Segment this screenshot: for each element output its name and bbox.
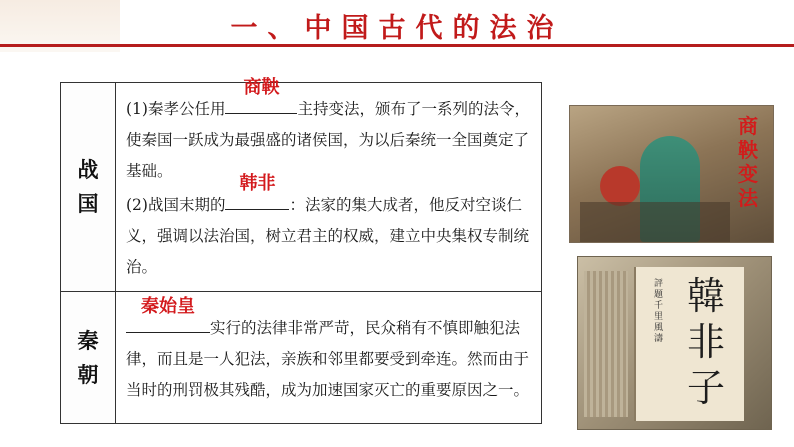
content-cell-warring-states <box>116 77 542 292</box>
book-left-page <box>584 271 628 417</box>
answer-text: 韩非 <box>239 173 276 194</box>
book-title-char: 韓 <box>686 274 725 318</box>
answer-blank <box>225 77 297 114</box>
book-title-char: 子 <box>686 366 725 410</box>
era-char: 国 <box>77 192 99 216</box>
law-table <box>60 77 542 424</box>
item-qin-shi-huang <box>126 295 531 406</box>
era-char: 战 <box>77 158 99 182</box>
content-cell-qin <box>116 292 542 424</box>
item-prefix: (2)战国末期的 <box>126 196 226 214</box>
item-suffix: 实行的法律非常严苛，民众稍有不慎即触犯法律，而且是一人犯法，亲族和邻里都要受到牵连。然而由于当时的刑罚极其残酷，成为加速国家灭亡的重要原因之一。 <box>126 318 530 399</box>
era-char: 朝 <box>77 362 99 387</box>
item-prefix: (1)秦孝公任用 <box>126 100 226 118</box>
crowd-shape <box>580 202 730 242</box>
caption-char: 变 <box>738 162 758 186</box>
figure-shape <box>600 166 640 206</box>
page-title: 一、中国古代的法治 <box>230 13 564 44</box>
shang-yang-reform-image <box>569 105 774 243</box>
answer-text: 商鞅 <box>243 77 280 98</box>
item-han-fei <box>126 173 531 283</box>
answer-blank <box>126 295 210 333</box>
book-small-text: 評題千里風濤 <box>654 279 664 344</box>
era-char: 秦 <box>77 328 99 353</box>
header <box>0 0 794 64</box>
han-feizi-book-image <box>577 256 772 430</box>
era-cell-qin <box>61 292 116 424</box>
image-caption <box>731 114 765 210</box>
caption-char: 鞅 <box>738 138 758 162</box>
answer-text: 秦始皇 <box>141 295 195 317</box>
caption-char: 商 <box>738 114 758 138</box>
book-title <box>676 273 736 411</box>
answer-blank <box>225 173 289 210</box>
caption-char: 法 <box>738 186 758 210</box>
item-suffix: 主持变法，颁布了一系列的法令，使秦国一跃成为最强盛的诸侯国，为以后秦统一全国奠定了基础。 <box>126 100 530 180</box>
book-title-char: 非 <box>686 320 725 364</box>
era-cell-warring-states <box>61 83 116 292</box>
table-row-qin <box>61 292 542 424</box>
item-suffix: ：法家的集大成者，他反对空谈仁义，强调以法治国，树立君主的权威，建立中央集权专制统治。 <box>126 196 530 276</box>
table-row-warring-states <box>61 83 542 292</box>
item-shang-yang <box>126 77 531 187</box>
